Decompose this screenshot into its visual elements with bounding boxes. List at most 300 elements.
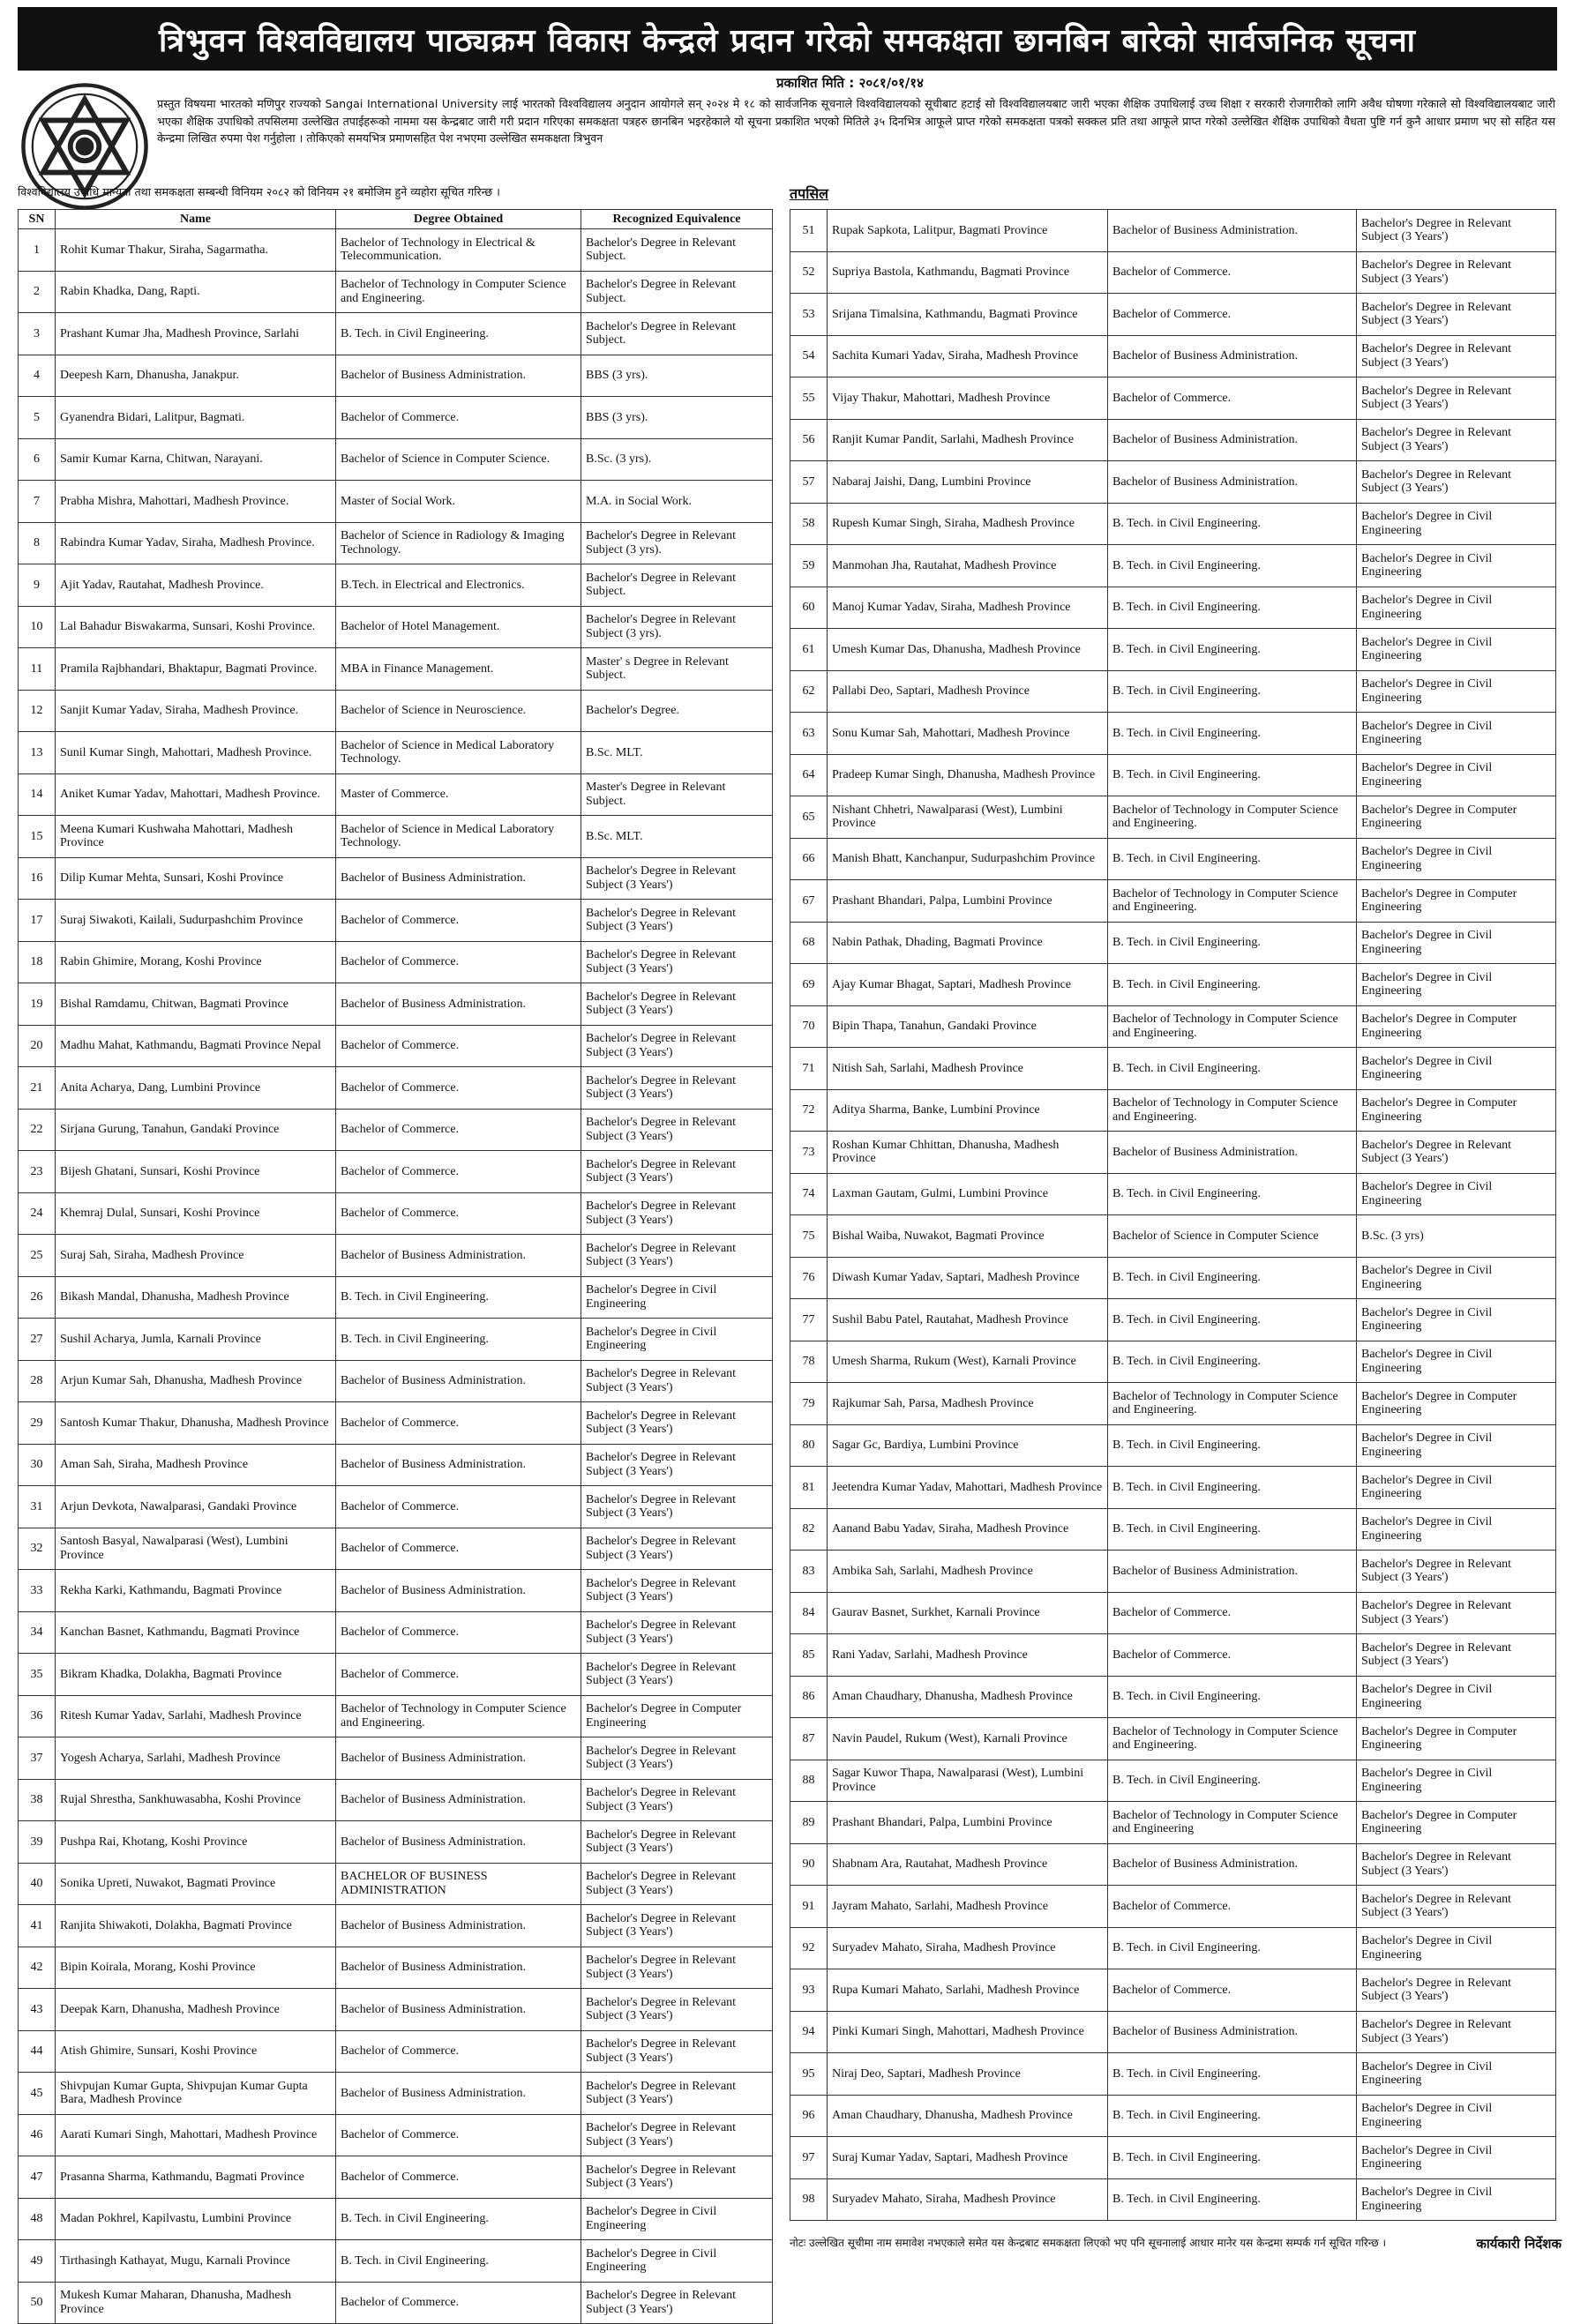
table-row — [19, 1611, 773, 1654]
cell-degree: B. Tech. in Civil Engineering. — [336, 1276, 581, 1319]
header-sn: SN — [19, 210, 56, 229]
cell-sn: 14 — [19, 773, 56, 816]
table-row — [19, 1695, 773, 1737]
cell-equivalence: Bachelor's Degree in Relevant Subject (3 Years') — [581, 1737, 773, 1780]
cell-sn: 74 — [790, 1173, 828, 1215]
cell-degree: Bachelor of Commerce. — [1108, 1969, 1357, 2012]
table-header-row — [19, 210, 773, 229]
cell-name: Jayram Mahato, Sarlahi, Madhesh Province — [828, 1886, 1108, 1928]
cell-equivalence: Bachelor's Degree in Civil Engineering — [1357, 1508, 1556, 1551]
cell-name: Niraj Deo, Saptari, Madhesh Province — [828, 2053, 1108, 2096]
cell-equivalence: B.Sc. MLT. — [581, 816, 773, 858]
cell-sn: 67 — [790, 880, 828, 923]
cell-degree: Bachelor of Business Administration. — [336, 857, 581, 900]
cell-sn: 27 — [19, 1319, 56, 1361]
cell-equivalence: Bachelor's Degree. — [581, 690, 773, 732]
cell-sn: 69 — [790, 964, 828, 1006]
cell-name: Sushil Babu Patel, Rautahat, Madhesh Province — [828, 1299, 1108, 1341]
cell-degree: B. Tech. in Civil Engineering. — [1108, 922, 1357, 964]
cell-name: Kanchan Basnet, Kathmandu, Bagmati Province — [56, 1611, 336, 1654]
table-row — [790, 461, 1556, 504]
cell-name: Mukesh Kumar Maharan, Dhanusha, Madhesh Province — [56, 2282, 336, 2324]
cell-sn: 90 — [790, 1843, 828, 1886]
cell-sn: 91 — [790, 1886, 828, 1928]
cell-name: Rupesh Kumar Singh, Siraha, Madhesh Province — [828, 503, 1108, 545]
table-row — [790, 2095, 1556, 2137]
cell-degree: B. Tech. in Civil Engineering. — [1108, 1173, 1357, 1215]
cell-name: Aman Sah, Siraha, Madhesh Province — [56, 1444, 336, 1486]
cell-degree: Bachelor of Commerce. — [336, 2282, 581, 2324]
cell-sn: 50 — [19, 2282, 56, 2324]
cell-equivalence: Bachelor's Degree in Relevant Subject (3 Years') — [581, 1192, 773, 1235]
cell-name: Bijesh Ghatani, Sunsari, Koshi Province — [56, 1151, 336, 1193]
equivalence-table-left — [18, 209, 773, 2324]
cell-equivalence: Bachelor's Degree in Civil Engineering — [581, 1276, 773, 1319]
table-row — [790, 1341, 1556, 1383]
cell-sn: 17 — [19, 900, 56, 942]
cell-equivalence: Bachelor's Degree in Relevant Subject (3 Years') — [581, 983, 773, 1026]
table-row — [790, 1215, 1556, 1258]
cell-name: Dilip Kumar Mehta, Sunsari, Koshi Province — [56, 857, 336, 900]
cell-equivalence: Bachelor's Degree in Relevant Subject (3 Years') — [581, 2073, 773, 2115]
cell-name: Anita Acharya, Dang, Lumbini Province — [56, 1067, 336, 1110]
cell-name: Prashant Kumar Jha, Madhesh Province, Sarlahi — [56, 313, 336, 355]
cell-degree: B. Tech. in Civil Engineering. — [1108, 2178, 1357, 2221]
cell-equivalence: Bachelor's Degree in Relevant Subject (3 Years') — [581, 1235, 773, 1277]
cell-equivalence: Bachelor's Degree in Civil Engineering — [1357, 2053, 1556, 2096]
table-row — [19, 1444, 773, 1486]
cell-degree: Bachelor of Business Administration. — [336, 2073, 581, 2115]
table-row — [19, 648, 773, 691]
table-row — [19, 1737, 773, 1780]
cell-degree: Bachelor of Commerce. — [336, 397, 581, 439]
cell-name: Supriya Bastola, Kathmandu, Bagmati Province — [828, 251, 1108, 294]
cell-sn: 85 — [790, 1634, 828, 1677]
cell-name: Sagar Kuwor Thapa, Nawalparasi (West), Lumbini Province — [828, 1760, 1108, 1802]
cell-degree: BACHELOR OF BUSINESS ADMINISTRATION — [336, 1863, 581, 1905]
cell-sn: 72 — [790, 1089, 828, 1132]
cell-name: Ranjit Kumar Pandit, Sarlahi, Madhesh Province — [828, 419, 1108, 461]
cell-name: Pramila Rajbhandari, Bhaktapur, Bagmati Province. — [56, 648, 336, 691]
cell-name: Ambika Sah, Sarlahi, Madhesh Province — [828, 1551, 1108, 1593]
cell-equivalence: Bachelor's Degree in Relevant Subject (3 Years') — [1357, 461, 1556, 504]
cell-degree: Bachelor of Commerce. — [336, 1151, 581, 1193]
table-row — [790, 251, 1556, 294]
cell-degree: Bachelor of Technology in Computer Science and Engineering. — [1108, 1383, 1357, 1425]
table-row — [19, 1779, 773, 1821]
table-row — [19, 732, 773, 774]
cell-degree: Bachelor of Business Administration. — [1108, 419, 1357, 461]
table-row — [19, 690, 773, 732]
cell-degree: B.Tech. in Electrical and Electronics. — [336, 564, 581, 607]
cell-name: Diwash Kumar Yadav, Saptari, Madhesh Province — [828, 1257, 1108, 1299]
table-row — [790, 629, 1556, 671]
cell-degree: B. Tech. in Civil Engineering. — [1108, 587, 1357, 629]
cell-equivalence: Bachelor's Degree in Relevant Subject (3 Years') — [581, 900, 773, 942]
table-row — [790, 1886, 1556, 1928]
cell-sn: 8 — [19, 522, 56, 564]
table-row — [19, 1905, 773, 1947]
header-name: Name — [56, 210, 336, 229]
cell-equivalence: Bachelor's Degree in Civil Engineering — [1357, 2178, 1556, 2221]
table-row — [19, 773, 773, 816]
cell-sn: 38 — [19, 1779, 56, 1821]
table-row — [19, 2282, 773, 2324]
table-row — [790, 1383, 1556, 1425]
cell-sn: 37 — [19, 1737, 56, 1780]
cell-sn: 44 — [19, 2030, 56, 2073]
table-row — [19, 1570, 773, 1612]
cell-name: Rani Yadav, Sarlahi, Madhesh Province — [828, 1634, 1108, 1677]
cell-name: Gyanendra Bidari, Lalitpur, Bagmati. — [56, 397, 336, 439]
cell-degree: B. Tech. in Civil Engineering. — [1108, 2137, 1357, 2179]
cell-sn: 49 — [19, 2240, 56, 2283]
cell-name: Rekha Karki, Kathmandu, Bagmati Province — [56, 1570, 336, 1612]
cell-degree: Bachelor of Technology in Computer Science and Engineering. — [1108, 796, 1357, 839]
cell-equivalence: Bachelor's Degree in Relevant Subject (3 Years') — [581, 1402, 773, 1445]
cell-sn: 60 — [790, 587, 828, 629]
cell-equivalence: Bachelor's Degree in Relevant Subject (3 Years') — [581, 1779, 773, 1821]
cell-degree: Bachelor of Business Administration. — [1108, 461, 1357, 504]
cell-sn: 73 — [790, 1132, 828, 1174]
cell-degree: Bachelor of Commerce. — [336, 1109, 581, 1151]
header-equivalence: Recognized Equivalence — [581, 210, 773, 229]
cell-sn: 21 — [19, 1067, 56, 1110]
executive-director-signoff: कार्यकारी निर्देशक — [1412, 2235, 1562, 2256]
table-row — [790, 503, 1556, 545]
cell-degree: Bachelor of Science in Neuroscience. — [336, 690, 581, 732]
cell-equivalence: Bachelor's Degree in Civil Engineering — [1357, 2095, 1556, 2137]
cell-name: Jeetendra Kumar Yadav, Mahottari, Madhesh Province — [828, 1467, 1108, 1509]
cell-equivalence: Bachelor's Degree in Relevant Subject (3 Years') — [581, 2030, 773, 2073]
cell-name: Prabha Mishra, Mahottari, Madhesh Province. — [56, 481, 336, 523]
cell-sn: 9 — [19, 564, 56, 607]
table-row — [790, 210, 1556, 252]
table-row — [19, 941, 773, 983]
cell-degree: Bachelor of Science in Computer Science. — [336, 438, 581, 481]
table-row — [790, 880, 1556, 923]
table-row — [19, 1235, 773, 1277]
table-row — [790, 1927, 1556, 1969]
cell-equivalence: Bachelor's Degree in Civil Engineering — [1357, 1760, 1556, 1802]
cell-equivalence: Bachelor's Degree in Civil Engineering — [1357, 1173, 1556, 1215]
cell-sn: 82 — [790, 1508, 828, 1551]
table-row — [19, 2240, 773, 2283]
cell-degree: Bachelor of Technology in Computer Science and Engineering. — [1108, 1089, 1357, 1132]
table-row — [19, 564, 773, 607]
cell-sn: 4 — [19, 355, 56, 397]
cell-degree: Bachelor of Science in Medical Laboratory Technology. — [336, 732, 581, 774]
cell-sn: 30 — [19, 1444, 56, 1486]
cell-degree: Bachelor of Science in Computer Science — [1108, 1215, 1357, 1258]
cell-name: Gaurav Basnet, Surkhet, Karnali Province — [828, 1592, 1108, 1634]
cell-degree: Bachelor of Commerce. — [336, 1654, 581, 1696]
table-row — [790, 1089, 1556, 1132]
cell-sn: 55 — [790, 377, 828, 420]
cell-degree: Bachelor of Commerce. — [336, 1192, 581, 1235]
cell-name: Ajit Yadav, Rautahat, Madhesh Province. — [56, 564, 336, 607]
cell-name: Rupak Sapkota, Lalitpur, Bagmati Province — [828, 210, 1108, 252]
table-row — [19, 983, 773, 1026]
cell-sn: 3 — [19, 313, 56, 355]
table-row — [19, 438, 773, 481]
cell-equivalence: Bachelor's Degree in Relevant Subject (3 Years') — [1357, 294, 1556, 336]
cell-equivalence: Bachelor's Degree in Civil Engineering — [1357, 1299, 1556, 1341]
cell-equivalence: Bachelor's Degree in Relevant Subject (3 Years') — [1357, 210, 1556, 252]
cell-equivalence: Master' s Degree in Relevant Subject. — [581, 648, 773, 691]
table-row — [19, 1528, 773, 1570]
cell-equivalence: Bachelor's Degree in Relevant Subject (3 Years') — [1357, 377, 1556, 420]
cell-equivalence: Bachelor's Degree in Computer Engineering — [1357, 1802, 1556, 1844]
cell-equivalence: Bachelor's Degree in Civil Engineering — [1357, 1676, 1556, 1718]
cell-sn: 11 — [19, 648, 56, 691]
cell-name: Shabnam Ara, Rautahat, Madhesh Province — [828, 1843, 1108, 1886]
cell-name: Suraj Kumar Yadav, Saptari, Madhesh Province — [828, 2137, 1108, 2179]
cell-name: Arjun Kumar Sah, Dhanusha, Madhesh Province — [56, 1360, 336, 1402]
cell-sn: 94 — [790, 2011, 828, 2053]
cell-sn: 23 — [19, 1151, 56, 1193]
cell-sn: 28 — [19, 1360, 56, 1402]
cell-degree: Bachelor of Technology in Computer Science and Engineering. — [336, 1695, 581, 1737]
table-row — [790, 1173, 1556, 1215]
cell-degree: Bachelor of Commerce. — [336, 1486, 581, 1528]
cell-name: Aanand Babu Yadav, Siraha, Madhesh Province — [828, 1508, 1108, 1551]
cell-name: Suraj Siwakoti, Kailali, Sudurpashchim Province — [56, 900, 336, 942]
cell-degree: Bachelor of Business Administration. — [336, 1444, 581, 1486]
cell-name: Pushpa Rai, Khotang, Koshi Province — [56, 1821, 336, 1864]
cell-degree: Bachelor of Business Administration. — [1108, 1843, 1357, 1886]
table-row — [19, 522, 773, 564]
cell-sn: 63 — [790, 713, 828, 755]
cell-equivalence: Bachelor's Degree in Relevant Subject (3 Years') — [581, 1989, 773, 2031]
cell-equivalence: Bachelor's Degree in Relevant Subject (3 Years') — [581, 1947, 773, 1989]
cell-degree: Bachelor of Business Administration. — [336, 983, 581, 1026]
cell-sn: 12 — [19, 690, 56, 732]
cell-equivalence: Bachelor's Degree in Computer Engineering — [1357, 880, 1556, 923]
cell-sn: 71 — [790, 1048, 828, 1090]
cell-name: Aditya Sharma, Banke, Lumbini Province — [828, 1089, 1108, 1132]
cell-name: Rohit Kumar Thakur, Siraha, Sagarmatha. — [56, 229, 336, 272]
notice-title-banner — [18, 7, 1557, 71]
table-row — [19, 1276, 773, 1319]
cell-equivalence: Bachelor's Degree in Relevant Subject (3 Years') — [581, 857, 773, 900]
cell-equivalence: Bachelor's Degree in Computer Engineering — [1357, 1089, 1556, 1132]
cell-name: Manmohan Jha, Rautahat, Madhesh Province — [828, 545, 1108, 587]
cell-sn: 57 — [790, 461, 828, 504]
cell-degree: Bachelor of Commerce. — [336, 2114, 581, 2156]
cell-name: Tirthasingh Kathayat, Mugu, Karnali Province — [56, 2240, 336, 2283]
cell-degree: MBA in Finance Management. — [336, 648, 581, 691]
cell-name: Samir Kumar Karna, Chitwan, Narayani. — [56, 438, 336, 481]
cell-degree: B. Tech. in Civil Engineering. — [1108, 545, 1357, 587]
cell-degree: Bachelor of Commerce. — [1108, 294, 1357, 336]
cell-equivalence: Bachelor's Degree in Computer Engineering — [1357, 1005, 1556, 1048]
table-row — [790, 1760, 1556, 1802]
cell-sn: 31 — [19, 1486, 56, 1528]
cell-name: Shivpujan Kumar Gupta, Shivpujan Kumar Gupta Bara, Madhesh Province — [56, 2073, 336, 2115]
cell-degree: Bachelor of Business Administration. — [1108, 335, 1357, 377]
cell-name: Rabin Khadka, Dang, Rapti. — [56, 271, 336, 313]
cell-degree: B. Tech. in Civil Engineering. — [1108, 1760, 1357, 1802]
cell-name: Ritesh Kumar Yadav, Sarlahi, Madhesh Province — [56, 1695, 336, 1737]
cell-sn: 45 — [19, 2073, 56, 2115]
cell-degree: B. Tech. in Civil Engineering. — [1108, 964, 1357, 1006]
cell-equivalence: Bachelor's Degree in Civil Engineering — [581, 2240, 773, 2283]
table-row — [19, 313, 773, 355]
cell-name: Bipin Koirala, Morang, Koshi Province — [56, 1947, 336, 1989]
table-row — [19, 229, 773, 272]
table-row — [790, 1467, 1556, 1509]
cell-degree: B. Tech. in Civil Engineering. — [336, 313, 581, 355]
cell-equivalence: Bachelor's Degree in Civil Engineering — [1357, 587, 1556, 629]
cell-sn: 84 — [790, 1592, 828, 1634]
cell-name: Umesh Kumar Das, Dhanusha, Madhesh Province — [828, 629, 1108, 671]
cell-name: Madhu Mahat, Kathmandu, Bagmati Province Nepal — [56, 1025, 336, 1067]
cell-equivalence: Bachelor's Degree in Civil Engineering — [1357, 838, 1556, 880]
cell-degree: Bachelor of Business Administration. — [1108, 2011, 1357, 2053]
cell-equivalence: Bachelor's Degree in Relevant Subject (3 Years') — [1357, 1634, 1556, 1677]
cell-equivalence: B.Sc. MLT. — [581, 732, 773, 774]
cell-degree: B. Tech. in Civil Engineering. — [1108, 838, 1357, 880]
table-row — [19, 1319, 773, 1361]
table-row — [19, 2073, 773, 2115]
cell-sn: 34 — [19, 1611, 56, 1654]
cell-equivalence: Bachelor's Degree in Relevant Subject (3 Years') — [1357, 1886, 1556, 1928]
cell-name: Pallabi Deo, Saptari, Madhesh Province — [828, 670, 1108, 713]
table-row — [19, 2198, 773, 2240]
cell-degree: Bachelor of Commerce. — [336, 2030, 581, 2073]
cell-equivalence: Bachelor's Degree in Relevant Subject (3 Years') — [581, 1151, 773, 1193]
cell-degree: B. Tech. in Civil Engineering. — [1108, 2095, 1357, 2137]
notice-title: त्रिभुवन विश्वविद्यालय पाठ्यक्रम विकास केन्द्रले प्रदान गरेको समकक्षता छानबिन बारेको सार्वजनिक सूचना — [158, 22, 1417, 59]
cell-degree: B. Tech. in Civil Engineering. — [1108, 670, 1357, 713]
table-row — [19, 1192, 773, 1235]
cell-equivalence: Bachelor's Degree in Civil Engineering — [1357, 1467, 1556, 1509]
cell-name: Santosh Kumar Thakur, Dhanusha, Madhesh Province — [56, 1402, 336, 1445]
cell-degree: B. Tech. in Civil Engineering. — [1108, 1508, 1357, 1551]
cell-sn: 24 — [19, 1192, 56, 1235]
table-row — [790, 2178, 1556, 2221]
cell-equivalence: Bachelor's Degree in Civil Engineering — [1357, 713, 1556, 755]
cell-degree: Bachelor of Business Administration. — [1108, 1551, 1357, 1593]
cell-sn: 25 — [19, 1235, 56, 1277]
cell-sn: 96 — [790, 2095, 828, 2137]
cell-equivalence: Bachelor's Degree in Relevant Subject. — [581, 313, 773, 355]
cell-sn: 26 — [19, 1276, 56, 1319]
cell-sn: 46 — [19, 2114, 56, 2156]
cell-sn: 18 — [19, 941, 56, 983]
cell-equivalence: Bachelor's Degree in Relevant Subject (3 Years') — [1357, 1551, 1556, 1593]
cell-sn: 70 — [790, 1005, 828, 1048]
cell-name: Nishant Chhetri, Nawalparasi (West), Lumbini Province — [828, 796, 1108, 839]
schedule-heading: तपसिल — [790, 185, 829, 202]
cell-equivalence: Bachelor's Degree in Computer Engineering — [1357, 796, 1556, 839]
cell-sn: 97 — [790, 2137, 828, 2179]
cell-sn: 41 — [19, 1905, 56, 1947]
table-row — [19, 1067, 773, 1110]
cell-equivalence: Bachelor's Degree in Relevant Subject (3 Years') — [581, 1025, 773, 1067]
cell-degree: Bachelor of Commerce. — [336, 1611, 581, 1654]
cell-degree: B. Tech. in Civil Engineering. — [1108, 1467, 1357, 1509]
cell-degree: Bachelor of Commerce. — [336, 1025, 581, 1067]
cell-name: Ranjita Shiwakoti, Dolakha, Bagmati Province — [56, 1905, 336, 1947]
cell-degree: B. Tech. in Civil Engineering. — [336, 1319, 581, 1361]
table-row — [790, 1843, 1556, 1886]
equivalence-table-right — [790, 209, 1556, 2221]
cell-name: Sanjit Kumar Yadav, Siraha, Madhesh Province. — [56, 690, 336, 732]
cell-name: Bipin Thapa, Tanahun, Gandaki Province — [828, 1005, 1108, 1048]
cell-equivalence: Bachelor's Degree in Civil Engineering — [581, 2198, 773, 2240]
table-row — [19, 1025, 773, 1067]
cell-sn: 2 — [19, 271, 56, 313]
cell-name: Srijana Timalsina, Kathmandu, Bagmati Province — [828, 294, 1108, 336]
cell-equivalence: Bachelor's Degree in Relevant Subject (3 Years') — [581, 1611, 773, 1654]
cell-degree: Master of Social Work. — [336, 481, 581, 523]
table-row — [790, 1005, 1556, 1048]
cell-sn: 80 — [790, 1424, 828, 1467]
table-body-right — [790, 210, 1556, 2221]
cell-sn: 22 — [19, 1109, 56, 1151]
cell-sn: 78 — [790, 1341, 828, 1383]
table-row — [790, 1802, 1556, 1844]
cell-equivalence: Master's Degree in Relevant Subject. — [581, 773, 773, 816]
cell-degree: B. Tech. in Civil Engineering. — [1108, 503, 1357, 545]
table-row — [19, 271, 773, 313]
table-row — [790, 2053, 1556, 2096]
cell-sn: 6 — [19, 438, 56, 481]
cell-degree: Bachelor of Business Administration. — [336, 1779, 581, 1821]
cell-name: Arjun Devkota, Nawalparasi, Gandaki Province — [56, 1486, 336, 1528]
cell-degree: B. Tech. in Civil Engineering. — [1108, 754, 1357, 796]
table-row — [19, 900, 773, 942]
cell-equivalence: B.Sc. (3 yrs). — [581, 438, 773, 481]
cell-equivalence: Bachelor's Degree in Relevant Subject (3 yrs). — [581, 606, 773, 648]
cell-sn: 13 — [19, 732, 56, 774]
cell-name: Nitish Sah, Sarlahi, Madhesh Province — [828, 1048, 1108, 1090]
cell-sn: 39 — [19, 1821, 56, 1864]
cell-equivalence: BBS (3 yrs). — [581, 397, 773, 439]
table-row — [790, 1718, 1556, 1760]
cell-degree: Bachelor of Commerce. — [1108, 1634, 1357, 1677]
cell-equivalence: Bachelor's Degree in Relevant Subject. — [581, 564, 773, 607]
cell-sn: 10 — [19, 606, 56, 648]
cell-equivalence: Bachelor's Degree in Relevant Subject (3 Years') — [581, 1486, 773, 1528]
cell-degree: Bachelor of Commerce. — [336, 1528, 581, 1570]
cell-name: Rujal Shrestha, Sankhuwasabha, Koshi Province — [56, 1779, 336, 1821]
cell-sn: 53 — [790, 294, 828, 336]
table-row — [19, 1360, 773, 1402]
cell-degree: Bachelor of Commerce. — [1108, 1592, 1357, 1634]
table-row — [790, 1424, 1556, 1467]
cell-name: Sachita Kumari Yadav, Siraha, Madhesh Province — [828, 335, 1108, 377]
cell-degree: B. Tech. in Civil Engineering. — [1108, 2053, 1357, 2096]
cell-degree: Bachelor of Business Administration. — [336, 1737, 581, 1780]
cell-degree: B. Tech. in Civil Engineering. — [1108, 1927, 1357, 1969]
cell-degree: Bachelor of Commerce. — [1108, 377, 1357, 420]
table-row — [790, 754, 1556, 796]
cell-name: Madan Pokhrel, Kapilvastu, Lumbini Province — [56, 2198, 336, 2240]
cell-sn: 1 — [19, 229, 56, 272]
cell-equivalence: Bachelor's Degree in Civil Engineering — [1357, 629, 1556, 671]
table-row — [19, 1863, 773, 1905]
cell-equivalence: Bachelor's Degree in Civil Engineering — [1357, 1257, 1556, 1299]
table-row — [790, 377, 1556, 420]
table-row — [19, 1402, 773, 1445]
cell-degree: Bachelor of Technology in Computer Science and Engineering. — [1108, 1718, 1357, 1760]
cell-sn: 5 — [19, 397, 56, 439]
table-row — [790, 1132, 1556, 1174]
table-row — [790, 838, 1556, 880]
